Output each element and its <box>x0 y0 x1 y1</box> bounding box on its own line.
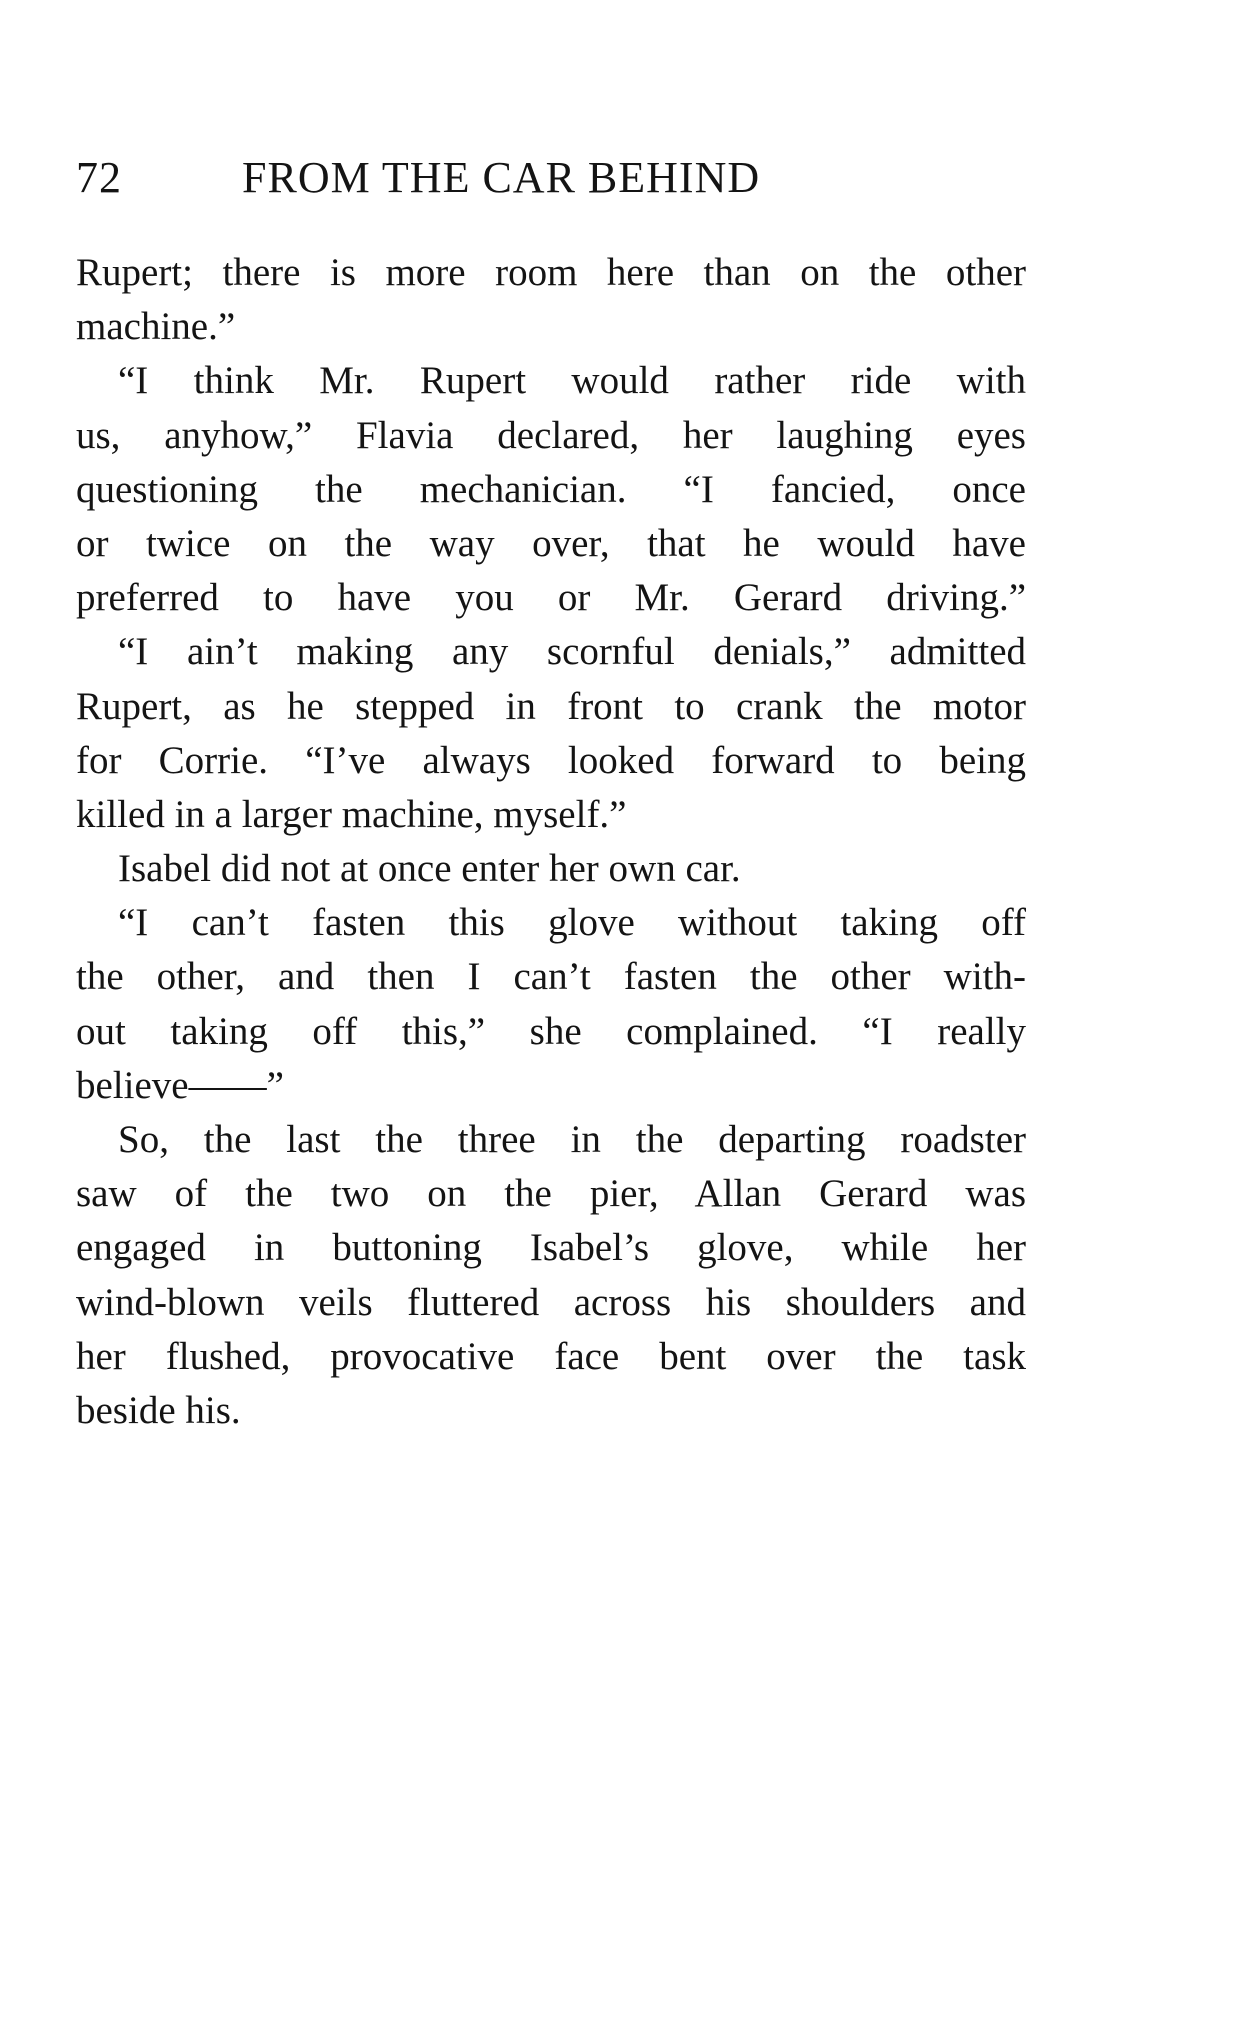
body-text <box>76 246 1026 1438</box>
text-line: wind-blown veils fluttered across his shoulders and <box>76 1280 1026 1324</box>
text-line: beside his. <box>76 1388 241 1432</box>
running-title: FROM THE CAR BEHIND <box>242 153 761 202</box>
text-line: for Corrie. “I’ve always looked forward to being <box>76 738 1026 782</box>
text-line: engaged in buttoning Isabel’s glove, while her <box>76 1226 1026 1270</box>
text-line: machine.” <box>76 305 236 349</box>
text-line: “I think Mr. Rupert would rather ride with <box>118 359 1026 403</box>
text-line: “I ain’t making any scornful denials,” admitted <box>118 630 1026 674</box>
text-line: us, anyhow,” Flavia declared, her laughing eyes <box>76 413 1026 457</box>
text-line: Rupert; there is more room here than on the other <box>76 251 1026 294</box>
text-line: Isabel did not at once enter her own car. <box>118 847 741 891</box>
text-line: “I can’t fasten this glove without taking off <box>118 901 1026 945</box>
text-line: or twice on the way over, that he would have <box>76 521 1026 565</box>
text-line: believe——” <box>76 1063 284 1107</box>
page-number: 72 <box>76 153 122 202</box>
text-line: questioning the mechanician. “I fancied, once <box>76 467 1026 511</box>
text-line: out taking off this,” she complained. “I really <box>76 1009 1026 1053</box>
running-head <box>76 148 1036 208</box>
text-line: her flushed, provocative face bent over the task <box>76 1334 1026 1378</box>
text-line: Rupert, as he stepped in front to crank the motor <box>76 684 1026 728</box>
text-line: saw of the two on the pier, Allan Gerard was <box>76 1172 1026 1216</box>
text-line: preferred to have you or Mr. Gerard driving.” <box>76 576 1026 620</box>
text-line: killed in a larger machine, myself.” <box>76 792 627 836</box>
text-line: So, the last the three in the departing roadster <box>118 1118 1026 1161</box>
text-line: the other, and then I can’t fasten the other with- <box>76 955 1026 999</box>
